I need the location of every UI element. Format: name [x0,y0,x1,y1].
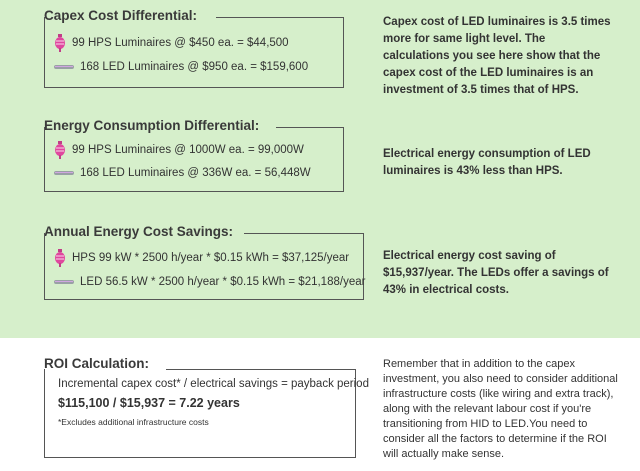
section-title: Energy Consumption Differential: [44,118,260,133]
section-title: Capex Cost Differential: [44,8,198,23]
row-text: HPS 99 kW * 2500 h/year * $0.15 kWh = $37,125/year [72,252,350,264]
row-led [54,276,365,288]
hps-bulb-icon [54,249,66,267]
savings-section [44,224,364,304]
roi-description: Remember that in addition to the capex investment, you also need to consider additional infrastructure costs (like wiring and extra track), along with the relevant labour cost if you're transitioning from HID to LED.You need to consider all the factors to determine if the ROI will actually make sense. [383,358,618,460]
roi-section [44,356,369,471]
section-title: ROI Calculation: [44,356,150,371]
section-box [44,127,344,192]
led-tube-icon [54,170,74,176]
row-led [54,61,308,73]
capex-section [44,8,344,88]
row-hps [54,141,304,159]
led-tube-icon [54,64,74,70]
capex-description: Capex cost of LED luminaires is 3.5 times more for same light level. The calculations you see here show that the capex cost of the LED luminaires is an investment of 3.5 times that of HPS. [383,16,611,96]
roi-formula: Incremental capex cost* / electrical savings = payback period [58,378,369,390]
led-tube-icon [54,279,74,285]
row-text: 99 HPS Luminaires @ 1000W ea. = 99,000W [72,144,304,156]
savings-description: Electrical energy cost saving of $15,937/year. The LEDs offer a savings of 43% in electrical costs. [383,250,609,296]
section-box [44,17,344,88]
hps-bulb-icon [54,34,66,52]
row-text: LED 56.5 kW * 2500 h/year * $0.15 kWh = $21,188/year [80,276,366,288]
energy-description: Electrical energy consumption of LED luminaires is 43% less than HPS. [383,148,591,177]
row-hps [54,34,289,52]
roi-result: $115,100 / $15,937 = 7.22 years [58,396,240,410]
row-text: 168 LED Luminaires @ $950 ea. = $159,600 [80,61,309,73]
row-hps [54,249,349,267]
row-text: 99 HPS Luminaires @ $450 ea. = $44,500 [72,37,289,49]
row-text: 168 LED Luminaires @ 336W ea. = 56,448W [80,167,311,179]
hps-bulb-icon [54,141,66,159]
section-title: Annual Energy Cost Savings: [44,224,234,239]
row-led [54,167,311,179]
roi-footnote: *Excludes additional infrastructure costs [58,417,209,427]
energy-section [44,118,344,198]
